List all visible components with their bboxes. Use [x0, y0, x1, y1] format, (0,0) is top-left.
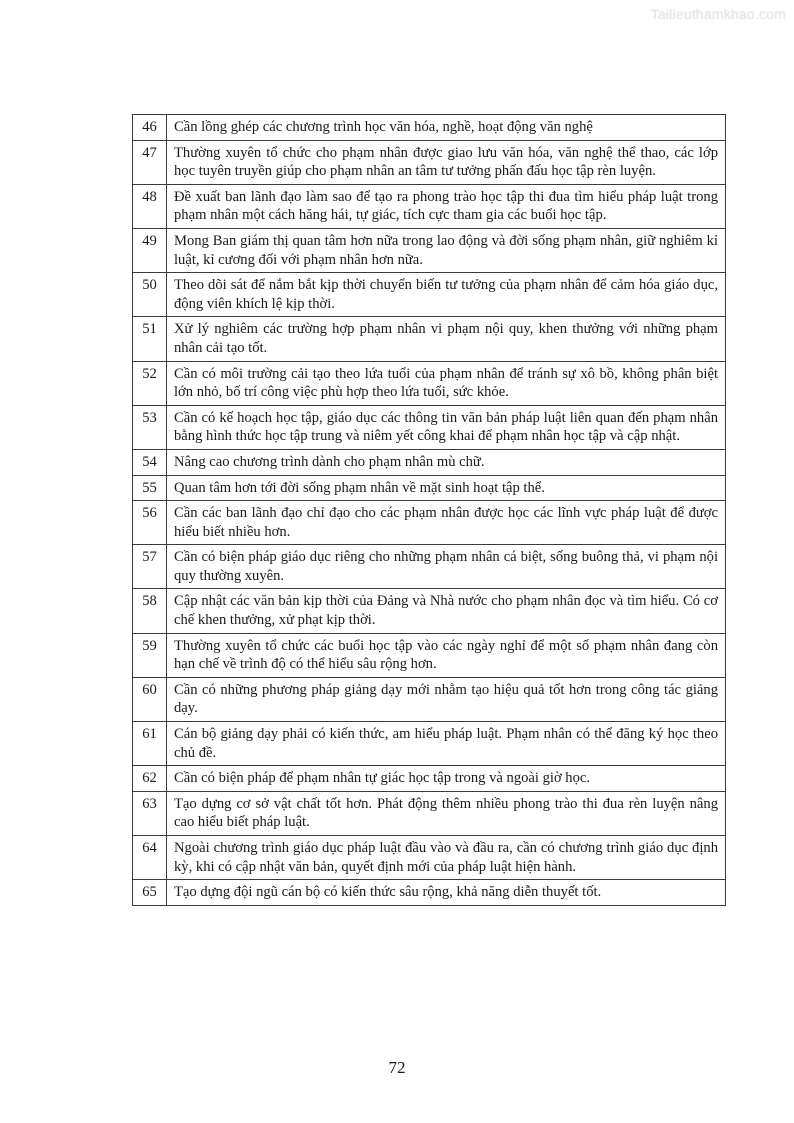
table-row	[133, 361, 726, 405]
row-number-cell: 52	[133, 361, 167, 405]
table-row	[133, 880, 726, 906]
row-text-cell: Cần có biện pháp giáo dục riêng cho những phạm nhân cá biệt, sống buông thả, vi phạm nội quy thường xuyên.	[167, 545, 726, 589]
row-number-cell: 51	[133, 317, 167, 361]
row-text-cell: Cần có biện pháp để phạm nhân tự giác học tập trong và ngoài giờ học.	[167, 766, 726, 792]
table-row	[133, 545, 726, 589]
row-number-cell: 58	[133, 589, 167, 633]
table-row	[133, 475, 726, 501]
row-text-cell: Tạo dựng đội ngũ cán bộ có kiến thức sâu rộng, khả năng diễn thuyết tốt.	[167, 880, 726, 906]
table-row	[133, 589, 726, 633]
row-number-cell: 55	[133, 475, 167, 501]
table-row	[133, 677, 726, 721]
row-text-cell: Tạo dựng cơ sở vật chất tốt hơn. Phát động thêm nhiều phong trào thi đua rèn luyện nâng cao hiểu biết pháp luật.	[167, 791, 726, 835]
row-number-cell: 63	[133, 791, 167, 835]
row-text-cell: Cần có những phương pháp giảng dạy mới nhằm tạo hiệu quả tốt hơn trong công tác giảng dạy.	[167, 677, 726, 721]
table-row	[133, 791, 726, 835]
table-row	[133, 722, 726, 766]
row-text-cell: Đề xuất ban lãnh đạo làm sao để tạo ra phong trào học tập thi đua tìm hiểu pháp luật trong phạm nhân một cách hăng hái, tự giác, tích cực tham gia các buổi học tập.	[167, 184, 726, 228]
row-number-cell: 62	[133, 766, 167, 792]
table-row	[133, 140, 726, 184]
table-row	[133, 449, 726, 475]
row-text-cell: Cần có kế hoạch học tập, giáo dục các thông tin văn bản pháp luật liên quan đến phạm nhân bằng hình thức học tập trung và niêm yết công khai để phạm nhân học tập và cập nhật.	[167, 405, 726, 449]
row-number-cell: 49	[133, 228, 167, 272]
row-number-cell: 46	[133, 115, 167, 141]
page-number: 72	[388, 1058, 406, 1077]
watermark-text: Tailieuthamkhao.com	[650, 6, 786, 22]
row-text-cell: Mong Ban giám thị quan tâm hơn nữa trong lao động và đời sống phạm nhân, giữ nghiêm kỉ luật, kỉ cương đối với phạm nhân hơn nữa.	[167, 228, 726, 272]
row-text-cell: Quan tâm hơn tới đời sống phạm nhân về mặt sinh hoạt tập thể.	[167, 475, 726, 501]
row-text-cell: Cán bộ giảng dạy phải có kiến thức, am hiểu pháp luật. Phạm nhân có thể đăng ký học theo chủ đề.	[167, 722, 726, 766]
row-text-cell: Cần có môi trường cải tạo theo lứa tuổi của phạm nhân để tránh sự xô bồ, không phân biệt lớn nhỏ, bố trí công việc phù hợp theo lứa tuổi, sức khỏe.	[167, 361, 726, 405]
row-number-cell: 65	[133, 880, 167, 906]
table-row	[133, 501, 726, 545]
row-text-cell: Theo dõi sát để nắm bắt kịp thời chuyển biến tư tưởng của phạm nhân để cảm hóa giáo dục, động viên khích lệ kịp thời.	[167, 273, 726, 317]
row-number-cell: 59	[133, 633, 167, 677]
row-number-cell: 50	[133, 273, 167, 317]
table-row	[133, 317, 726, 361]
table-row	[133, 115, 726, 141]
row-number-cell: 61	[133, 722, 167, 766]
table-row	[133, 273, 726, 317]
row-text-cell: Cập nhật các văn bản kịp thời của Đảng và Nhà nước cho phạm nhân đọc và tìm hiểu. Có cơ chế khen thưởng, xử phạt kịp thời.	[167, 589, 726, 633]
recommendations-table	[132, 114, 726, 906]
row-text-cell: Xử lý nghiêm các trường hợp phạm nhân vi phạm nội quy, khen thưởng với những phạm nhân cải tạo tốt.	[167, 317, 726, 361]
table-row	[133, 836, 726, 880]
row-number-cell: 57	[133, 545, 167, 589]
row-text-cell: Thường xuyên tổ chức cho phạm nhân được giao lưu văn hóa, văn nghệ thể thao, các lớp học tuyên truyền giúp cho phạm nhân an tâm tư tưởng phấn đấu học tập rèn luyện.	[167, 140, 726, 184]
table-row	[133, 766, 726, 792]
row-number-cell: 54	[133, 449, 167, 475]
row-text-cell: Cần các ban lãnh đạo chỉ đạo cho các phạm nhân được học các lĩnh vực pháp luật để được hiểu biết nhiều hơn.	[167, 501, 726, 545]
row-number-cell: 53	[133, 405, 167, 449]
table-row	[133, 184, 726, 228]
row-text-cell: Ngoài chương trình giáo dục pháp luật đầu vào và đầu ra, cần có chương trình giáo dục định kỳ, khi có cập nhật văn bản, quyết định mới của pháp luật hiện hành.	[167, 836, 726, 880]
table-body	[133, 115, 726, 906]
row-number-cell: 47	[133, 140, 167, 184]
row-text-cell: Thường xuyên tổ chức các buổi học tập vào các ngày nghỉ để một số phạm nhân đang còn hạn chế về trình độ có thể hiểu sâu rộng hơn.	[167, 633, 726, 677]
table-row	[133, 228, 726, 272]
row-number-cell: 56	[133, 501, 167, 545]
row-text-cell: Nâng cao chương trình dành cho phạm nhân mù chữ.	[167, 449, 726, 475]
row-number-cell: 60	[133, 677, 167, 721]
table-row	[133, 405, 726, 449]
row-text-cell: Cần lồng ghép các chương trình học văn hóa, nghề, hoạt động văn nghệ	[167, 115, 726, 141]
row-number-cell: 64	[133, 836, 167, 880]
row-number-cell: 48	[133, 184, 167, 228]
table-row	[133, 633, 726, 677]
